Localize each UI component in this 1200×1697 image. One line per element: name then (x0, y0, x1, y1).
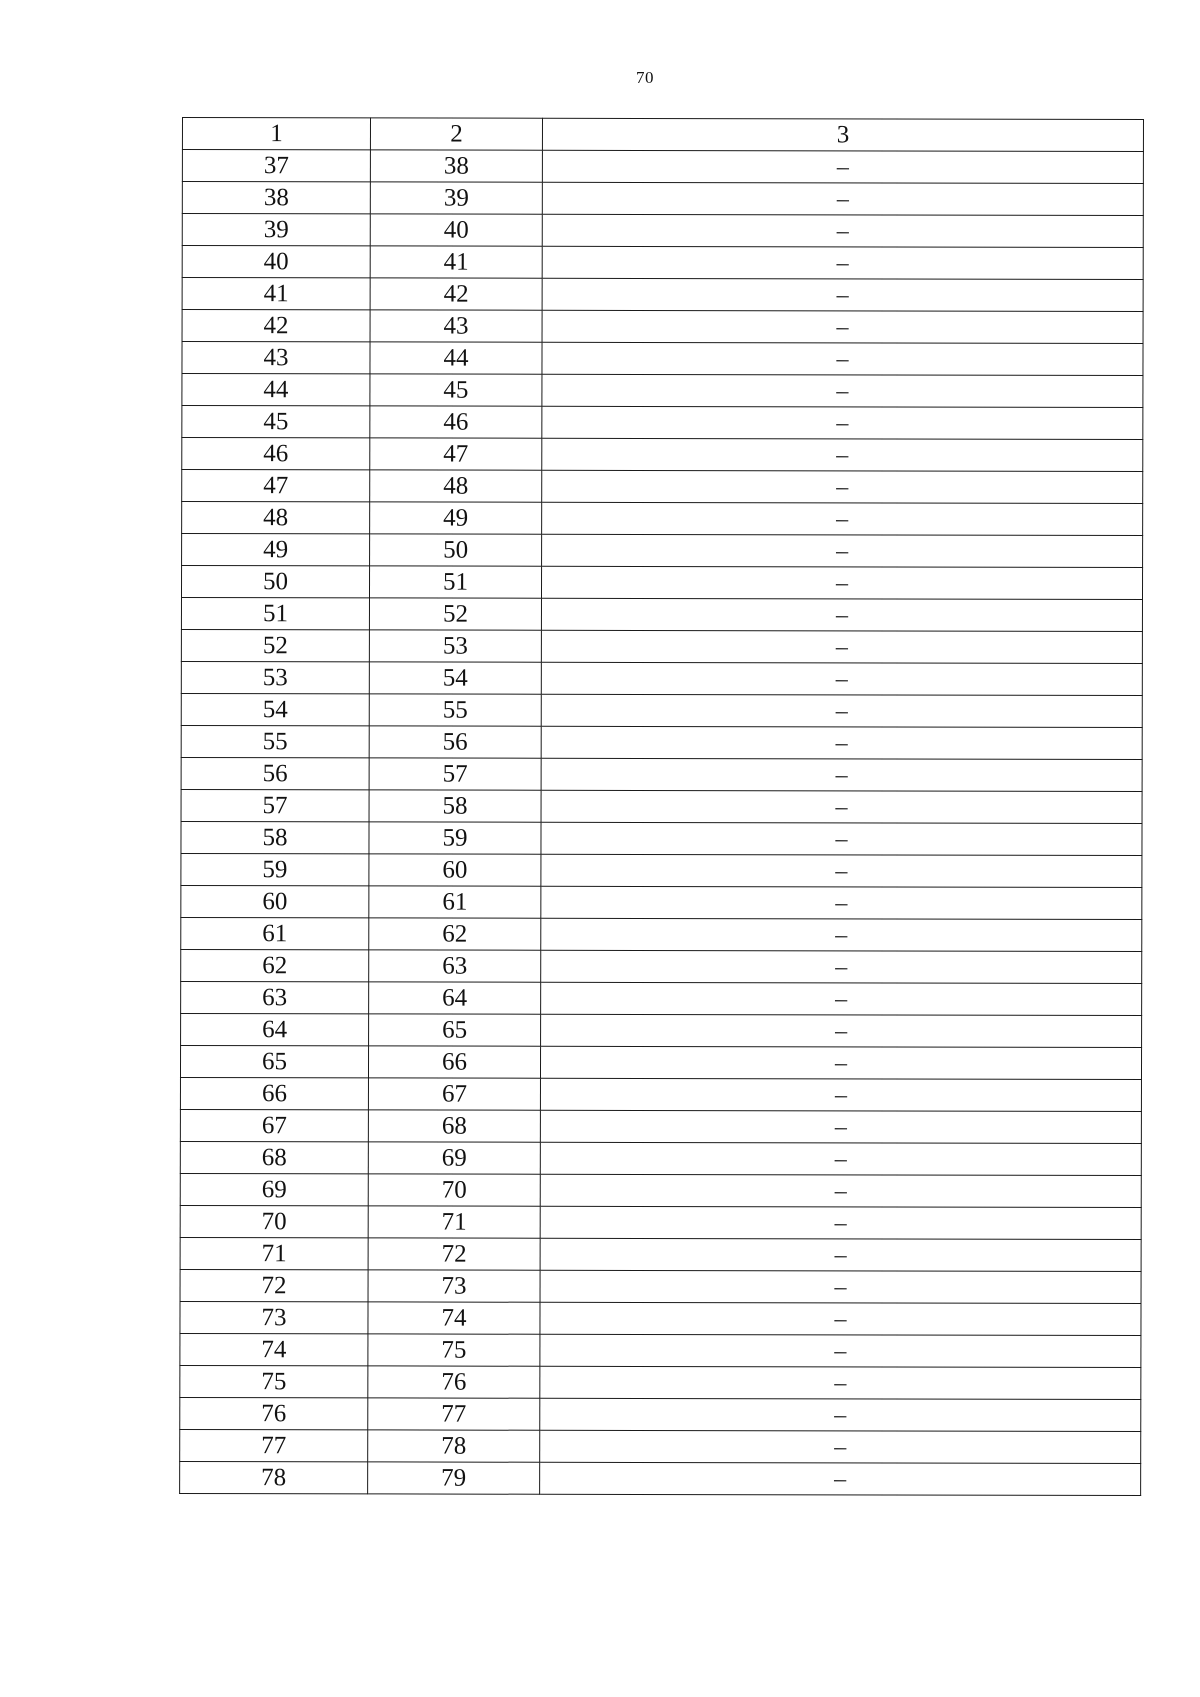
table-cell: 40 (370, 214, 542, 246)
table-row (181, 757, 1142, 791)
table-cell: – (542, 150, 1143, 183)
table-header-row (182, 118, 1143, 152)
table-cell: 43 (182, 342, 370, 374)
table-cell: 68 (180, 1141, 368, 1173)
table-row (180, 1077, 1141, 1111)
table-cell: – (541, 694, 1142, 727)
table-cell: 66 (180, 1077, 368, 1109)
table-cell: 45 (370, 374, 542, 406)
table-cell: 38 (370, 150, 542, 182)
column-header: 3 (542, 118, 1143, 151)
table-cell: 44 (182, 374, 370, 406)
table-row (182, 278, 1143, 312)
table-cell: – (542, 246, 1143, 279)
table-cell: 64 (369, 982, 541, 1014)
table-cell: 58 (369, 790, 541, 822)
table-row (181, 598, 1142, 632)
table-cell: 52 (369, 598, 541, 630)
table-cell: – (542, 438, 1143, 471)
table-cell: – (540, 1046, 1141, 1079)
table-row (181, 725, 1142, 759)
table-cell: – (541, 726, 1142, 759)
table-cell: 57 (181, 789, 369, 821)
table-cell: – (540, 1078, 1141, 1111)
table-cell: 40 (182, 246, 370, 278)
table-cell: 73 (368, 1270, 540, 1302)
page-number: 70 (636, 68, 654, 87)
table-cell: 73 (180, 1301, 368, 1333)
table-cell: 76 (180, 1397, 368, 1429)
table-cell: 48 (182, 502, 370, 534)
table-cell: 79 (368, 1462, 540, 1494)
table-cell: 69 (368, 1142, 540, 1174)
table-cell: 70 (180, 1205, 368, 1237)
table-cell: 51 (369, 566, 541, 598)
table-cell: – (542, 406, 1143, 439)
table-cell: – (542, 310, 1143, 343)
table-row (180, 1333, 1141, 1367)
table-cell: – (540, 1302, 1141, 1335)
table-cell: 68 (368, 1110, 540, 1142)
table-cell: – (542, 534, 1143, 567)
table-cell: 46 (182, 438, 370, 470)
table-cell: – (542, 342, 1143, 375)
table-row (182, 150, 1143, 184)
table-cell: – (541, 822, 1142, 855)
table-cell: 69 (180, 1173, 368, 1205)
table-cell: 72 (368, 1238, 540, 1270)
table-cell: 48 (370, 470, 542, 502)
table-cell: – (542, 182, 1143, 215)
table-row (182, 246, 1143, 280)
table-cell: 47 (370, 438, 542, 470)
table-row (180, 1173, 1141, 1207)
table-cell: 62 (369, 918, 541, 950)
table-cell: 41 (182, 278, 370, 310)
table-cell: 39 (370, 182, 542, 214)
column-header: 2 (370, 118, 542, 150)
table-cell: 38 (182, 182, 370, 214)
table-cell: 39 (182, 214, 370, 246)
table-cell: 42 (370, 278, 542, 310)
table-cell: 41 (370, 246, 542, 278)
table-row (180, 1237, 1141, 1271)
table-row (182, 470, 1143, 504)
table-cell: 60 (181, 885, 369, 917)
table-cell: 77 (180, 1429, 368, 1461)
table-row (181, 693, 1142, 727)
table-row (181, 661, 1142, 695)
table-cell: – (541, 790, 1142, 823)
table-cell: 76 (368, 1366, 540, 1398)
table-cell: – (540, 1174, 1141, 1207)
table-row (181, 949, 1142, 983)
table-cell: – (542, 374, 1143, 407)
table-cell: – (540, 1206, 1141, 1239)
table-cell: 50 (370, 534, 542, 566)
table-cell: 54 (369, 662, 541, 694)
table-cell: 46 (370, 406, 542, 438)
table-row (181, 1013, 1142, 1047)
table-row (180, 1205, 1141, 1239)
table-cell: 75 (180, 1365, 368, 1397)
table-row (182, 406, 1143, 440)
table-cell: 37 (182, 150, 370, 182)
table-cell: – (541, 598, 1142, 631)
table-cell: 67 (368, 1078, 540, 1110)
table-row (182, 502, 1143, 536)
table-cell: 59 (369, 822, 541, 854)
table-cell: 50 (181, 566, 369, 598)
table-cell: 53 (369, 630, 541, 662)
table-row (180, 1365, 1141, 1399)
table-cell: 51 (181, 598, 369, 630)
table-row (182, 374, 1143, 408)
table-cell: 56 (369, 726, 541, 758)
table-row (182, 438, 1143, 472)
table-row (180, 1109, 1141, 1143)
data-table (179, 117, 1144, 1496)
table-row (181, 917, 1142, 951)
table-cell: 61 (369, 886, 541, 918)
table-cell: 63 (369, 950, 541, 982)
table-cell: – (540, 1462, 1141, 1495)
table-row (181, 885, 1142, 919)
table-row (180, 1045, 1141, 1079)
table-cell: 56 (181, 757, 369, 789)
table-row (180, 1301, 1141, 1335)
table-row (180, 1269, 1141, 1303)
table-row (180, 1141, 1141, 1175)
table-cell: 70 (368, 1174, 540, 1206)
table-cell: – (540, 1398, 1141, 1431)
table-cell: – (540, 1110, 1141, 1143)
table-body (180, 118, 1144, 1496)
table-cell: 52 (181, 629, 369, 661)
table-row (181, 789, 1142, 823)
table-cell: – (542, 470, 1143, 503)
table-cell: 59 (181, 853, 369, 885)
table-cell: – (541, 982, 1142, 1015)
table-cell: 74 (368, 1302, 540, 1334)
table-cell: 42 (182, 310, 370, 342)
table-cell: 66 (368, 1046, 540, 1078)
table-cell: 75 (368, 1334, 540, 1366)
table-cell: – (540, 1334, 1141, 1367)
table-cell: – (542, 214, 1143, 247)
table-cell: 65 (369, 1014, 541, 1046)
table-row (180, 1461, 1141, 1495)
table-cell: – (540, 1142, 1141, 1175)
table-cell: 54 (181, 693, 369, 725)
table-cell: 60 (369, 854, 541, 886)
table-cell: 49 (370, 502, 542, 534)
table-cell: 78 (180, 1461, 368, 1493)
table-cell: 78 (368, 1430, 540, 1462)
table-cell: 61 (181, 917, 369, 949)
table-cell: – (540, 1238, 1141, 1271)
table-cell: – (541, 1014, 1142, 1047)
table-cell: 64 (181, 1013, 369, 1045)
table-row (181, 981, 1142, 1015)
table-cell: – (541, 662, 1142, 695)
table-row (181, 629, 1142, 663)
table-cell: – (541, 630, 1142, 663)
table-cell: 71 (368, 1206, 540, 1238)
table-cell: 58 (181, 821, 369, 853)
table-row (180, 1397, 1141, 1431)
table-cell: 74 (180, 1333, 368, 1365)
table-cell: 62 (181, 949, 369, 981)
table-cell: – (542, 502, 1143, 535)
table-cell: – (540, 1430, 1141, 1463)
table-cell: 63 (181, 981, 369, 1013)
table-row (181, 853, 1142, 887)
table-row (180, 1429, 1141, 1463)
table-cell: – (540, 1366, 1141, 1399)
table-cell: 65 (180, 1045, 368, 1077)
table-row (181, 821, 1142, 855)
table-cell: 72 (180, 1269, 368, 1301)
table-cell: 55 (181, 725, 369, 757)
table-row (182, 534, 1143, 568)
table-cell: 53 (181, 661, 369, 693)
table-row (182, 214, 1143, 248)
table-row (181, 566, 1142, 600)
table-cell: 47 (182, 470, 370, 502)
table-row (182, 310, 1143, 344)
table-cell: – (540, 1270, 1141, 1303)
table-cell: – (541, 566, 1142, 599)
table-row (182, 342, 1143, 376)
column-header: 1 (182, 118, 370, 150)
table-cell: 45 (182, 406, 370, 438)
table-cell: – (541, 854, 1142, 887)
table-cell: 43 (370, 310, 542, 342)
table-cell: 77 (368, 1398, 540, 1430)
table-cell: 55 (369, 694, 541, 726)
table-cell: 71 (180, 1237, 368, 1269)
table-cell: 44 (370, 342, 542, 374)
table-cell: – (541, 886, 1142, 919)
table-cell: 57 (369, 758, 541, 790)
table-cell: – (541, 918, 1142, 951)
table-cell: – (541, 758, 1142, 791)
table-cell: 49 (182, 534, 370, 566)
table-cell: – (542, 278, 1143, 311)
table-cell: – (541, 950, 1142, 983)
table-cell: 67 (180, 1109, 368, 1141)
table-row (182, 182, 1143, 216)
